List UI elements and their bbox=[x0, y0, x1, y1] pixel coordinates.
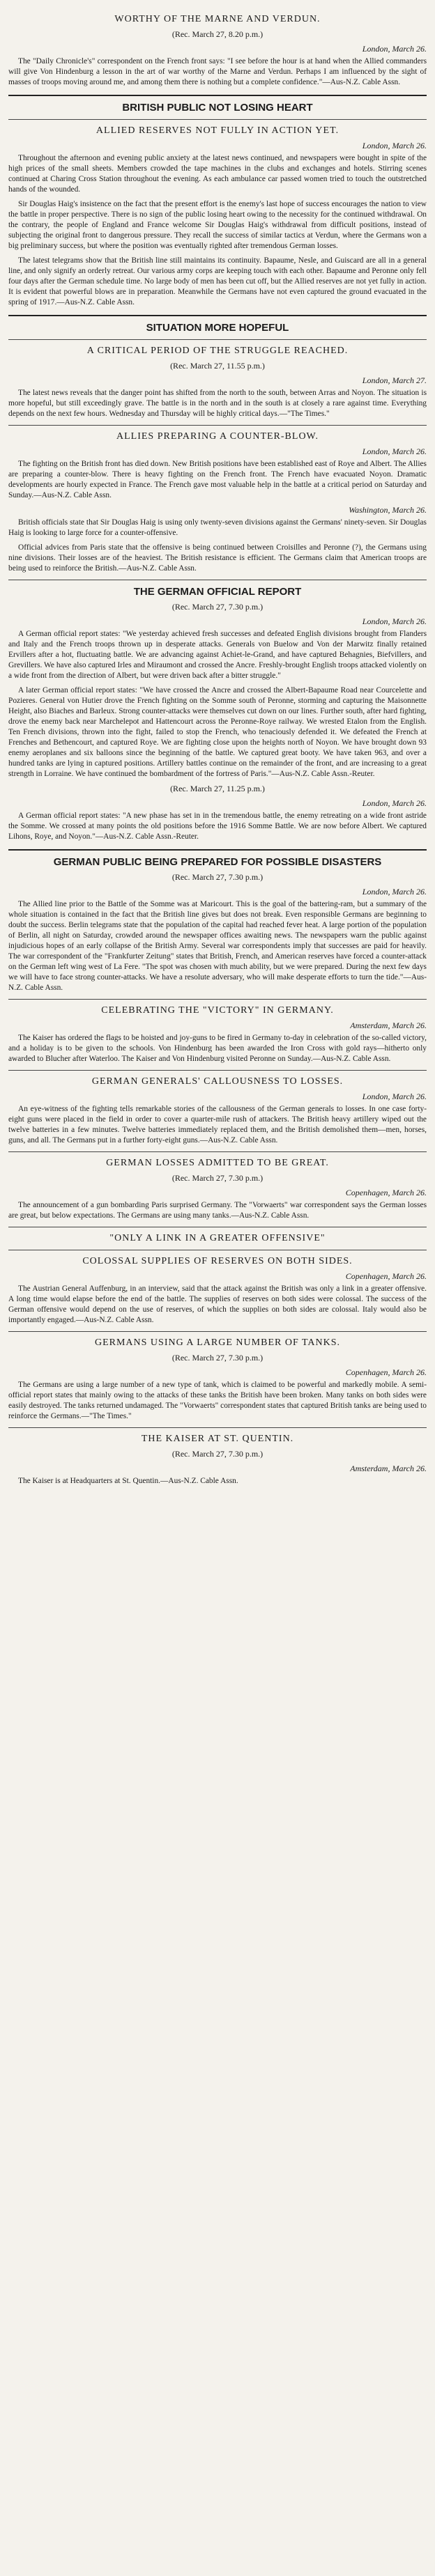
paragraph: The latest telegrams show that the British line still maintains its continuity. Bapaume, Nesle, and Guiscard are all in a general line, and only signify an orderly retreat. Our various army corps are keeping touch with each other. Bapaume and Peronne only fell four days after the German schedule time. No large body of men has been cut off, but the Allied reserves are not yet fully in action. It is evident that powerful blows are in preparation. Meanwhile the Germans have not even captured the ground evacuated in the spring of 1917.—Aus-N.Z. Cable Assn. bbox=[8, 256, 427, 307]
divider bbox=[8, 339, 427, 340]
headline: THE KAISER AT ST. QUENTIN. bbox=[141, 1434, 294, 1444]
paragraph: The announcement of a gun bombarding Paris surprised Germany. The "Vorwaerts" war correspondent says the German losses are great, but below expectations. The Germans are using many tanks.—Aus-N.Z. Cable Assn. bbox=[8, 1201, 427, 1220]
headline: CELEBRATING THE "VICTORY" IN GERMANY. bbox=[101, 1005, 334, 1016]
article-german-official-report bbox=[8, 586, 427, 842]
subheadline: ALLIED RESERVES NOT FULLY IN ACTION YET. bbox=[96, 125, 339, 136]
dateline: Copenhagen, March 26. bbox=[345, 1271, 427, 1281]
headline: "ONLY A LINK IN A GREATER OFFENSIVE" bbox=[109, 1233, 326, 1243]
headline: WORTHY OF THE MARNE AND VERDUN. bbox=[114, 14, 321, 24]
dateline: London, March 26. bbox=[362, 798, 427, 808]
article-kaiser-st-quentin bbox=[8, 1434, 427, 1487]
paragraph: An eye-witness of the fighting tells remarkable stories of the callousness of the German generals to losses. In one case forty-eight guns were placed in the field in order to cover a quarter-mile rush of attackers. The British heavy artillery wiped out the twelve batteries in a few minutes. Twelve batteries immediately replaced them, and the British demolished them—men, horses, guns, and all. The Germans put in a further forty-eight guns.—Aus-N.Z. Cable Assn. bbox=[8, 1105, 427, 1145]
dateline: London, March 26. bbox=[362, 44, 427, 54]
divider bbox=[8, 1151, 427, 1152]
dateline: Copenhagen, March 26. bbox=[345, 1367, 427, 1377]
received-date: (Rec. March 27, 8.20 p.m.) bbox=[171, 29, 264, 39]
article-situation-hopeful bbox=[8, 322, 427, 419]
paragraph: The Germans are using a large number of a new type of tank, which is claimed to be powerful and markedly mobile. A semi-official report states that mainly owing to the attacks of these tanks the British have been broken. Many tanks on both sides were easily destroyed. The tanks returned undamaged. The "Vorwaerts" correspondent states that captured British tanks are being used to reinforce the Germans.—"The Times." bbox=[8, 1381, 427, 1420]
divider bbox=[8, 119, 427, 120]
divider bbox=[8, 1070, 427, 1071]
headline: BRITISH PUBLIC NOT LOSING HEART bbox=[122, 102, 313, 114]
article-german-public-prepared bbox=[8, 856, 427, 993]
received-date: (Rec. March 27, 11.25 p.m.) bbox=[170, 784, 265, 793]
dateline: Amsterdam, March 26. bbox=[350, 1464, 427, 1473]
dateline: London, March 26. bbox=[362, 141, 427, 150]
paragraph: A German official report states: "A new phase has set in in the tremendous battle, the enemy retreating on a wide front astride the Somme. We crossed at many points the old positions before the 1916 Somme Battle. We are now before Albert. We captured Lihons, Roye, and Noyon."—Aus-N.Z. Cable Assn.-Reuter. bbox=[8, 812, 427, 841]
paragraph: Throughout the afternoon and evening public anxiety at the latest news continued, and newspapers were bought in spite of the high prices of the small sheets. Members crowded the tape machines in the clubs and exchanges and hotels. Stirring scenes continued at Charing Cross Station throughout the evening. As each ambulance car passed women tried to touch the outstretched hands of the wounded. bbox=[8, 154, 427, 194]
paragraph: The Kaiser has ordered the flags to be hoisted and joy-guns to be fired in Germany to-day in celebration of the so-called victory, and a holiday is to be given to the schools. Von Hindenburg has been awarded the Iron Cross with gold rays—hitherto only awarded to Blucher after Waterloo. The Kaiser and Von Hindenburg visited Peronne on Sunday.—Aus-N.Z. Cable Assn. bbox=[8, 1034, 427, 1063]
subheadline: A CRITICAL PERIOD OF THE STRUGGLE REACHED. bbox=[86, 346, 349, 356]
received-date: (Rec. March 27, 7.30 p.m.) bbox=[171, 1173, 264, 1183]
article-worthy-marne-verdun bbox=[8, 14, 427, 88]
headline: THE GERMAN OFFICIAL REPORT bbox=[133, 586, 302, 598]
paragraph: A later German official report states: "We have crossed the Ancre and crossed the Albert-Bapaume Road near Courcelette and Pozieres. General von Hutier drove the French fighting on the Somme south of Peronne, storming and capturing the Maisonnette Height, also Biaches and Barleux. Strong counter-attacks were themselves cut down on our lines. Further south, after hard fighting, drove the enemy back near Marchelepot and Hattencourt across the Peronne-Roye railway. We wrested Etalon from the English. Ten French divisions, thrown into the fight, failed to stop the French, who tenaciously defended it. We defeated the French at Frenches and Bethencourt, and captured Roye. We are fighting close upon the heights north of Noyon. We have brought down 93 enemy aeroplanes and six balloons since the beginning of the battle. We captured great booty. We have taken 963, and over a hundred tanks are lying in captured positions. Artillery battles continue on the remainder of the front, and are increasing to a great strength in Lorraine. We have continued the bombardment of the fortress of Paris."—Aus-N.Z. Cable Assn.-Reuter. bbox=[8, 686, 427, 778]
received-date: (Rec. March 27, 11.55 p.m.) bbox=[170, 361, 265, 371]
dateline: Amsterdam, March 26. bbox=[350, 1021, 427, 1030]
headline: GERMAN PUBLIC BEING PREPARED FOR POSSIBLE DISASTERS bbox=[53, 856, 382, 868]
paragraph: The fighting on the British front has died down. New British positions have been established east of Roye and Albert. The Allies are preparing a counter-blow. There is heavy fighting on the French front. The French have evacuated Noyon. Dramatic developments are hourly expected in France. The French gave most valuable help in the battle at a critical period on Saturday and Sunday.—Aus-N.Z. Cable Assn. bbox=[8, 460, 427, 499]
article-german-tanks bbox=[8, 1337, 427, 1422]
dateline: London, March 27. bbox=[362, 375, 427, 385]
dateline: London, March 26. bbox=[362, 1092, 427, 1101]
divider bbox=[8, 95, 427, 96]
headline: GERMAN LOSSES ADMITTED TO BE GREAT. bbox=[106, 1158, 329, 1168]
article-greater-offensive bbox=[8, 1233, 427, 1326]
paragraph: British officials state that Sir Douglas Haig is using only twenty-seven divisions against the Germans' ninety-seven. Sir Douglas Haig is looking to large force for a counter-offensive. bbox=[8, 518, 427, 537]
paragraph: Sir Douglas Haig's insistence on the fact that the present effort is the enemy's last hope of success encourages the nation to view the battle in proper perspective. There is no sign of the public losing heart owing to the necessity for the continued withdrawal. On the contrary, the people of England and France welcome Sir Douglas Haig's withdrawal from difficult positions, instead of subjecting the original front to dangerous pressure. They recall the success of similar tactics at Verdun, where the Germans won a big preliminary success, but where the position was eventually righted after tremendous German losses. bbox=[8, 200, 427, 250]
dateline: Washington, March 26. bbox=[349, 505, 427, 515]
divider bbox=[8, 425, 427, 426]
subheadline: COLOSSAL SUPPLIES OF RESERVES ON BOTH SIDES. bbox=[82, 1256, 353, 1266]
article-british-public bbox=[8, 102, 427, 308]
paragraph: The Allied line prior to the Battle of the Somme was at Maricourt. This is the goal of the battering-ram, but a summary of the whole situation is contained in the fact that the British line gives but does not break. Even responsible Germans are beginning to doubt the success. Berlin telegrams state that the population of the capital had reached fever heat. A large portion of the population of Berlin, all night on Saturday, crowded around the newspaper offices awaiting news. The newspapers warn the public against injudicious hopes of an early collapse of the British Army. Several war correspondents imply that successes are paid for heavily. The war correspondent of the "Frankfurter Zeitung" states that British, French, and American reserves have forced a counter-attack on the German left wing west of La Fere. "The spot was chosen with much ability, but we were prepared. During the next few days we will have to face strong counter-attacks. We have a resolute adversary, who will make desperate efforts to turn the tide."—Aus-N.Z. Cable Assn. bbox=[8, 900, 427, 992]
received-date: (Rec. March 27, 7.30 p.m.) bbox=[171, 872, 264, 882]
article-german-losses bbox=[8, 1158, 427, 1221]
headline: GERMAN GENERALS' CALLOUSNESS TO LOSSES. bbox=[91, 1076, 344, 1087]
article-allies-counter-blow bbox=[8, 431, 427, 574]
dateline: Copenhagen, March 26. bbox=[345, 1188, 427, 1197]
paragraph: The latest news reveals that the danger point has shifted from the north to the south, between Arras and Noyon. The situation is more hopeful, but still exceedingly grave. The battle is in the north and in the south is at closely a rare against time. Everything depends on the next few hours. Wednesday and Thursday will be highly critical days.—"The Times." bbox=[8, 389, 427, 418]
dateline: London, March 26. bbox=[362, 447, 427, 456]
headline: GERMANS USING A LARGE NUMBER OF TANKS. bbox=[94, 1337, 341, 1348]
paragraph: Official advices from Paris state that the offensive is being continued between Croisilles and Peronne (?), the Germans using nine divisions. Their losses are of the heaviest. The British resistance is efficient. The Germans claim that American troops are being used to reinforce the British.—Aus-N.Z. Cable Assn. bbox=[8, 543, 427, 573]
received-date: (Rec. March 27, 7.30 p.m.) bbox=[171, 1449, 264, 1459]
headline: ALLIES PREPARING A COUNTER-BLOW. bbox=[116, 431, 319, 442]
article-celebrating-victory bbox=[8, 1005, 427, 1064]
divider bbox=[8, 315, 427, 316]
article-generals-callousness bbox=[8, 1076, 427, 1146]
paragraph: The Austrian General Auffenburg, in an interview, said that the attack against the British was only a link in a greater offensive. A long time would elapse before the end of the battle. The supplies of reserves on both sides were colossal. The success of the German offensive would depend on the use of reserves, of which the supplies on both sides are colossal. Italy would also be importantly engaged.—Aus-N.Z. Cable Assn. bbox=[8, 1285, 427, 1324]
dateline: London, March 26. bbox=[362, 887, 427, 897]
divider bbox=[8, 1331, 427, 1332]
paragraph: The Kaiser is at Headquarters at St. Quentin.—Aus-N.Z. Cable Assn. bbox=[18, 1477, 238, 1485]
paragraph: A German official report states: "We yesterday achieved fresh successes and defeated English divisions brought from Flanders and Italy and the French troops thrown up in desperate attacks. Generals von Buelow and Von der Marwitz finally retained Ervillers after a hot, fluctuating battle. We are advancing against Achiet-le-Grand, and have captured Behagnies, Biefvillers, and Grevillers. We have also captured Irles and Miraumont and crossed the Ancre. Freshly-brought English troops attacked violently on a wide front from the direction of Albert, but were driven back after a bitter struggle." bbox=[8, 630, 427, 680]
newspaper-page bbox=[8, 0, 427, 1487]
divider bbox=[8, 1427, 427, 1428]
received-date: (Rec. March 27, 7.30 p.m.) bbox=[171, 602, 264, 612]
paragraph: The "Daily Chronicle's" correspondent on the French front says: "I see before the hour is at hand when the Allied commanders will give Von Hindenburg a lesson in the art of war worthy of the Marne and Verdun. Perhaps I am influenced by the sight of masses of troops moving around me, and among them there is nothing but a complete confidence."—Aus-N.Z. Cable Assn. bbox=[8, 57, 427, 86]
divider bbox=[8, 999, 427, 1000]
divider bbox=[8, 849, 427, 851]
received-date: (Rec. March 27, 7.30 p.m.) bbox=[171, 1353, 264, 1363]
dateline: London, March 26. bbox=[362, 616, 427, 626]
headline: SITUATION MORE HOPEFUL bbox=[146, 322, 289, 334]
